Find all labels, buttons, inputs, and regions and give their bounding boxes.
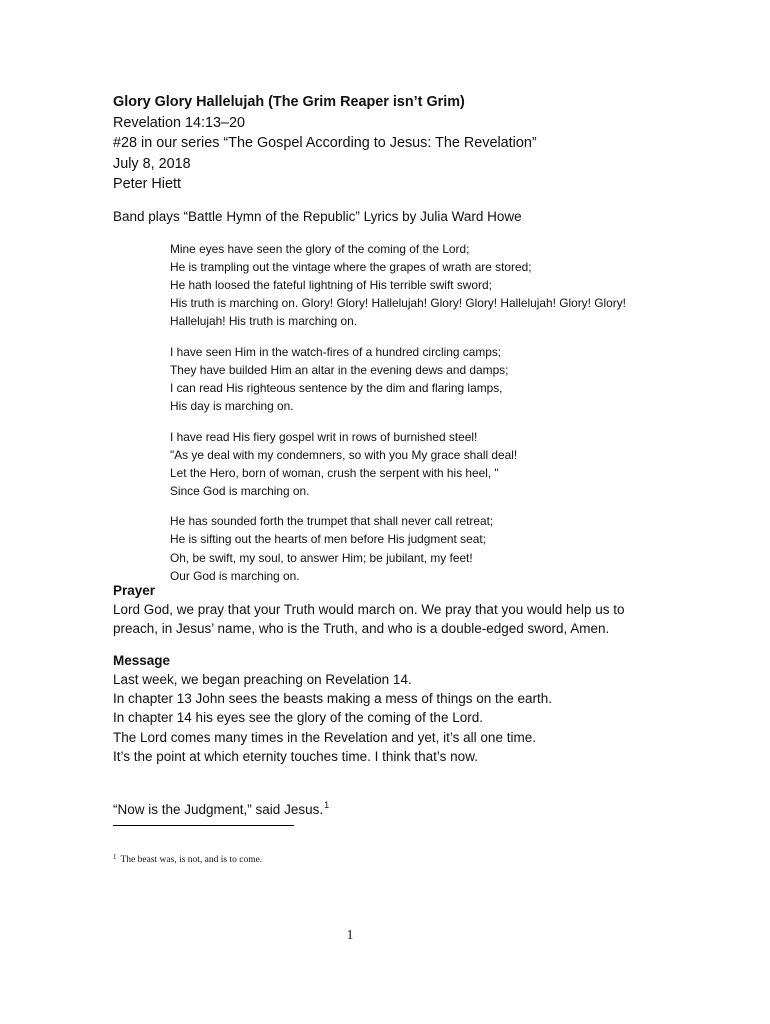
lyric-line: I have read His fiery gospel writ in rows of burnished steel!: [170, 429, 478, 444]
lyric-stanza: [170, 343, 730, 415]
message-heading: Message: [113, 653, 171, 668]
lyric-line: I have seen Him in the watch-fires of a hundred circling camps;: [170, 344, 502, 359]
prayer-section: [113, 582, 733, 638]
author-name: Peter Hiett: [113, 176, 181, 192]
lyric-line: Our God is marching on.: [170, 568, 300, 583]
lyric-stanza: [170, 428, 730, 500]
lyric-line: His day is marching on.: [170, 399, 294, 414]
band-intro-line: Band plays “Battle Hymn of the Republic” Lyrics by Julia Ward Howe: [113, 209, 522, 224]
footnote-marker: 1: [113, 853, 117, 861]
lyric-line: Let the Hero, born of woman, crush the serpent with his heel, ": [170, 465, 499, 480]
lyric-stanza: [170, 512, 730, 584]
lyric-line: I can read His righteous sentence by the dim and flaring lamps,: [170, 381, 503, 396]
page-number: 1: [346, 927, 354, 942]
lyric-line: He is trampling out the vintage where the grapes of wrath are stored;: [170, 260, 532, 275]
message-line: The Lord comes many times in the Revelation and yet, it’s all one time.: [113, 729, 536, 745]
sermon-title: Glory Glory Hallelujah (The Grim Reaper isn’t Grim): [113, 94, 465, 110]
series-line: #28 in our series “The Gospel According to Jesus: The Revelation”: [113, 135, 537, 151]
message-line: It’s the point at which eternity touches time. I think that’s now.: [113, 748, 478, 764]
lyric-line: He is sifting out the hearts of men before His judgment seat;: [170, 532, 486, 547]
lyric-line: Oh, be swift, my soul, to answer Him; be jubilant, my feet!: [170, 550, 473, 565]
message-line: Last week, we began preaching on Revelation 14.: [113, 672, 412, 687]
lyric-line: He hath loosed the fateful lightning of His terrible swift sword;: [170, 278, 492, 293]
lyric-line: His truth is marching on. Glory! Glory! Hallelujah! Glory! Glory! Hallelujah! Glory! Glory!: [170, 296, 626, 311]
lyric-line: He has sounded forth the trumpet that shall never call retreat;: [170, 514, 494, 529]
prayer-line: Lord God, we pray that your Truth would march on. We pray that you would help us to: [113, 602, 625, 617]
lyric-line: They have builded Him an altar in the evening dews and damps;: [170, 362, 509, 377]
footnote-separator: [113, 825, 294, 826]
footnote: [113, 850, 262, 867]
message-line: In chapter 14 his eyes see the glory of the coming of the Lord.: [113, 710, 483, 726]
message-section: [113, 652, 733, 766]
lyric-line: Hallelujah! His truth is marching on.: [170, 314, 358, 329]
lyric-line: Mine eyes have seen the glory of the coming of the Lord;: [170, 242, 470, 256]
sermon-header: [113, 92, 713, 195]
hymn-lyrics: [170, 240, 730, 597]
quote-text: “Now is the Judgment,” said Jesus.: [113, 802, 324, 817]
message-line: In chapter 13 John sees the beasts making a mess of things on the earth.: [113, 691, 553, 707]
lyric-line: Since God is marching on.: [170, 483, 310, 498]
scripture-reference: Revelation 14:13–20: [113, 114, 246, 131]
prayer-heading: Prayer: [113, 583, 156, 598]
lyric-line: "As ye deal with my condemners, so with you My grace shall deal!: [170, 447, 518, 462]
prayer-line: preach, in Jesus’ name, who is the Truth, and who is a double-edged sword, Amen.: [113, 621, 610, 637]
footnote-reference[interactable]: 1: [324, 800, 330, 810]
sermon-date: July 8, 2018: [113, 155, 191, 172]
jesus-quote: [113, 796, 329, 819]
lyric-stanza: [170, 240, 730, 330]
footnote-text: The beast was, is not, and is to come.: [120, 855, 263, 865]
